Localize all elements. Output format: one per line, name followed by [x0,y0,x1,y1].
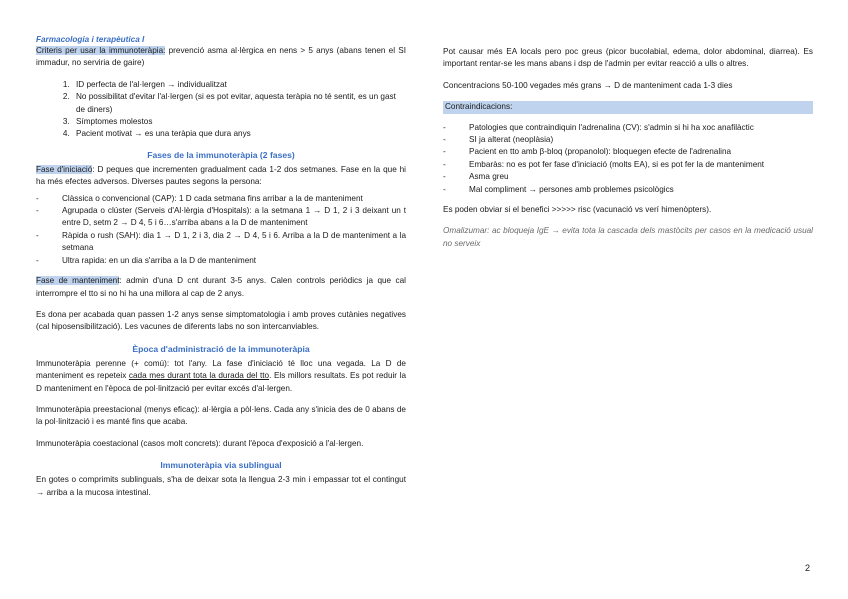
iniciacio-paragraph [36,164,406,189]
perenne-underlined: cada mes durant tota la durada del tto [128,371,270,381]
right-column [443,46,813,259]
section-tag: Farmacologia i terapèutica I [36,35,145,44]
ea-paragraph: Pot causar més EA locals pero poc greus (picor bucolabial, edema, dolor abdominal, diarrea). Es important rentar-se les mans abans i dsp de l'admin per evitar reacció a ulls o altres. [443,47,813,69]
sublingual-heading: Immunoteràpia via sublingual [160,460,282,471]
contraindicacions-list [443,122,813,196]
manteniment-paragraph [36,275,406,300]
criteris-list [36,79,406,141]
coestacional-paragraph: Immunoteràpia coestacional (casos molt concrets): durant l'època d'exposició a l'al·lergen. [36,438,364,448]
fases-heading: Fases de la immunoteràpia (2 fases) [147,149,295,160]
list-item: - Embaràs: no es pot fer fase d'iniciació (molts EA), si es pot fer la de manteniment [443,159,813,171]
sublingual-paragraph: En gotes o comprimits sublinguals, s'ha de deixar sota la llengua 2-3 min i empassar tot el contingut → arriba a la mucosa intestinal. [36,475,406,497]
perenne-text: Immunoteràpia perenne (+ comú): tot l'any. La fase d'iniciació té lloc una vegada. La D de manteniment es repeteix [36,358,406,381]
epoca-heading: Època d'administració de la immunoteràpia [132,343,310,354]
list-item: 1. ID perfecta de l'al·lergen → individualitzat [72,79,406,91]
pautes-list [36,193,406,267]
list-item: 2. No possibilitat d'evitar l'al·lergen (si es pot evitar, aquesta teràpia no té sentit, es un gast de diners) [72,91,406,116]
manteniment-text: : admin d'una D cnt durant 3-5 anys. Calen controls periòdics ja que cal interrompre el tto si no hi ha una millora al cap de 2 anys. [36,276,406,298]
list-item: - Ultra rapida: en un dia s'arriba a la D de manteniment [36,255,406,267]
preestacional-paragraph: Immunoteràpia preestacional (menys eficaç): al·lèrgia a pòl·lens. Cada any s'inicia des de 0 abans de la pol·linització i es manté fins que acaba. [36,404,406,427]
left-column [36,34,406,508]
list-item: - Clàssica o convencional (CAP): 1 D cada setmana fins arribar a la de manteniment [36,193,406,205]
perenne-text-end: . Els millors resultats. Es pot reduir la D manteniment en l'època de pol·linització per evitar excés d'al·lergen. [36,371,407,393]
omalizumab-paragraph: Omalizumar: ac bloqueja IgE → evita tota la cascada dels mastòcits per casos en la medicació usual no serveix [443,226,813,248]
manteniment-label: Fase de manteniment [36,276,120,286]
list-item: - Asma greu [443,171,813,183]
criteris-paragraph [36,45,406,70]
list-item: - Patologies que contraindiquin l'adrenalina (CV): s'admin si hi ha xoc anafilàctic [443,122,813,134]
acabada-paragraph: Es dona per acabada quan passen 1-2 anys sense simptomatologia i amb proves cutànies negatives (cal hiposensibilització). Les vacunes de diferents labs no son intercanviables. [36,309,406,332]
criteris-text: prevenció asma al·lèrgica en nens > 5 anys (abans tenen el SI immadur, no serviria de gaire) [36,46,406,68]
list-item: - Ràpida o rush (SAH): dia 1 → D 1, 2 i 3, dia 2 → D 4, 5 i 6. Arriba a la D de manteniment a la setmana [36,230,406,255]
contraindicacions-heading: Contraindicacions: [443,101,813,113]
list-item: - Agrupada o clúster (Serveis d'Al·lèrgia d'Hospitals): a la setmana 1 → D 1, 2 i 3 deixant un t entre D, setm 2 → D 4, 5 i 6…s'arriba abans a la D de manteniment [36,205,406,230]
criteris-label: Criteris per usar la immunoteràpia: [36,46,166,55]
list-item: - SI ja alterat (neoplàsia) [443,134,813,146]
perenne-paragraph [36,358,406,395]
page-number: 2 [805,563,811,573]
list-item: - Mal compliment → persones amb problemes psicològics [443,184,813,196]
iniciacio-label: Fase d'iniciació [36,164,93,174]
concentracions-paragraph: Concentracions 50-100 vegades més grans → D de manteniment cada 1-3 dies [443,80,733,90]
list-item: 4. Pacient motivat → es una teràpia que dura anys [72,128,406,140]
benefici-paragraph: Es poden obviar si el benefici >>>>> risc (vacunació vs verí himenòpters). [443,205,712,215]
iniciacio-text: : D peques que incrementen gradualment cada 1-2 dos setmanes. Fase en la que hi ha més efectes adversos. Diverses pautes segons la persona: [36,164,406,187]
list-item: - Pacient en tto amb β-bloq (propanolol): bloquegen efecte de l'adrenalina [443,146,813,158]
list-item: 3. Símptomes molestos [72,116,406,128]
